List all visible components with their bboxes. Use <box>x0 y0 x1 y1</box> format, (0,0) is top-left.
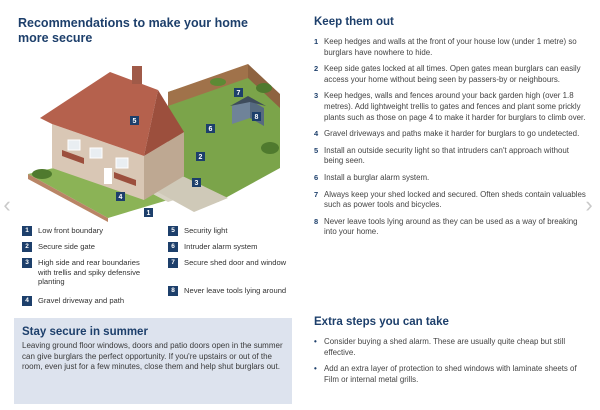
legend-number: 3 <box>22 258 32 268</box>
tip-number: 1 <box>314 37 319 46</box>
tip-item <box>314 217 586 238</box>
keep-them-out-heading: Keep them out <box>314 16 394 28</box>
svg-text:7: 7 <box>236 90 241 97</box>
tip-item <box>314 190 586 211</box>
legend-number: 1 <box>22 226 32 236</box>
marker-8 <box>252 112 261 121</box>
tip-text: Keep side gates locked at all times. Open gates mean burglars can easily access your home without being seen by passers-by or neighbours. <box>324 64 581 84</box>
legend-label: Never leave tools lying around <box>184 286 287 295</box>
right-column <box>314 16 586 244</box>
legend-label: High side and rear boundaries with trellis and spiky defensive planting <box>38 258 141 286</box>
door <box>104 168 112 184</box>
bush <box>261 142 279 154</box>
bullet-text: Consider buying a shed alarm. These are usually quite cheap but still effective. <box>324 337 566 357</box>
legend-item <box>22 296 152 306</box>
page-title: Recommendations to make your home more secure <box>18 16 248 45</box>
svg-text:3: 3 <box>194 180 199 187</box>
legend-item <box>168 242 288 252</box>
legend-label: Security light <box>184 226 228 235</box>
svg-text:6: 6 <box>208 126 213 133</box>
tip-item <box>314 64 586 85</box>
bush <box>210 78 226 86</box>
tip-item <box>314 146 586 167</box>
marker-1 <box>144 208 153 217</box>
tip-text: Keep hedges and walls at the front of your house low (under 1 metre) so burglars have nowhere to hide. <box>324 37 577 57</box>
summer-title: Stay secure in summer <box>22 326 148 338</box>
svg-text:8: 8 <box>254 114 259 121</box>
hedge <box>32 169 52 179</box>
tip-list <box>314 37 586 238</box>
chimney <box>132 66 142 84</box>
svg-text:2: 2 <box>198 154 203 161</box>
legend-number: 5 <box>168 226 178 236</box>
tip-number: 2 <box>314 64 319 74</box>
left-column <box>18 16 288 46</box>
tip-item <box>314 129 586 140</box>
svg-text:1: 1 <box>146 210 151 217</box>
bullet-text: Add an extra layer of protection to shed windows with laminate sheets of Film or internal metal grills. <box>324 364 577 384</box>
legend-number: 8 <box>168 286 178 296</box>
tip-text: Always keep your shed locked and secured. Often sheds contain valuables such as power tools and bicycles. <box>324 189 586 210</box>
bullet-icon: • <box>314 364 317 374</box>
tip-number: 5 <box>314 145 319 155</box>
legend-number: 4 <box>22 296 32 306</box>
legend-label: Gravel driveway and path <box>38 296 125 305</box>
legend-label: Low front boundary <box>38 226 104 235</box>
legend-number: 7 <box>168 258 178 268</box>
tip-number: 8 <box>314 216 319 226</box>
tip-item <box>314 173 586 184</box>
extra-steps-heading: Extra steps you can take <box>314 316 449 328</box>
legend-label: Secure side gate <box>38 242 95 251</box>
bullet-icon: • <box>314 337 317 346</box>
tip-number: 6 <box>314 172 319 182</box>
window <box>116 158 128 168</box>
marker-7 <box>234 88 243 97</box>
bullet-item <box>314 364 586 385</box>
marker-3 <box>192 178 201 187</box>
summer-text: Leaving ground floor windows, doors and patio doors open in the summer can give burglars the perfect opportunity. If you're upstairs or out of the room, even just for a few minutes, close them and help shut burglars out. <box>22 341 283 372</box>
prev-page-chevron-icon[interactable]: ‹ <box>3 192 11 217</box>
legend-item <box>168 286 288 296</box>
legend-item <box>168 258 288 268</box>
summer-tip-box <box>14 318 292 404</box>
tip-item <box>314 91 586 123</box>
marker-4 <box>116 192 125 201</box>
legend-item <box>22 258 152 287</box>
marker-2 <box>196 152 205 161</box>
legend-item <box>22 242 152 252</box>
tip-text: Never leave tools lying around as they can be used as a way of breaking into your home. <box>324 216 578 237</box>
bullet-item <box>314 337 586 358</box>
tip-number: 7 <box>314 189 319 199</box>
window <box>68 140 80 150</box>
legend-item <box>168 226 288 236</box>
tip-text: Keep hedges, walls and fences around your back garden high (over 1.8 metres). Add lightweight trellis to gates and fences and plant some prickly plants such as those on page 4 to make it harder for burglars to climb over. <box>324 91 586 122</box>
tip-text: Gravel driveways and paths make it harder for burglars to go undetected. <box>324 129 580 139</box>
legend-number: 6 <box>168 242 178 252</box>
bush <box>256 83 272 93</box>
tip-text: Install a burglar alarm system. <box>324 172 430 182</box>
next-page-chevron-icon[interactable]: › <box>585 192 593 217</box>
marker-6 <box>206 124 215 133</box>
tip-text: Install an outside security light so that intruders can't approach without being seen. <box>324 145 569 166</box>
legend-label: Intruder alarm system <box>184 242 258 251</box>
extra-steps-section <box>314 316 586 391</box>
marker-5 <box>130 116 139 125</box>
house-illustration <box>18 52 290 222</box>
legend-number: 2 <box>22 242 32 252</box>
legend-label: Secure shed door and window <box>184 258 287 267</box>
window <box>90 148 102 158</box>
tip-item <box>314 37 586 58</box>
tip-number: 3 <box>314 91 319 101</box>
svg-text:5: 5 <box>132 118 137 125</box>
tip-number: 4 <box>314 129 319 139</box>
svg-text:4: 4 <box>118 194 123 201</box>
legend-item <box>22 226 152 236</box>
